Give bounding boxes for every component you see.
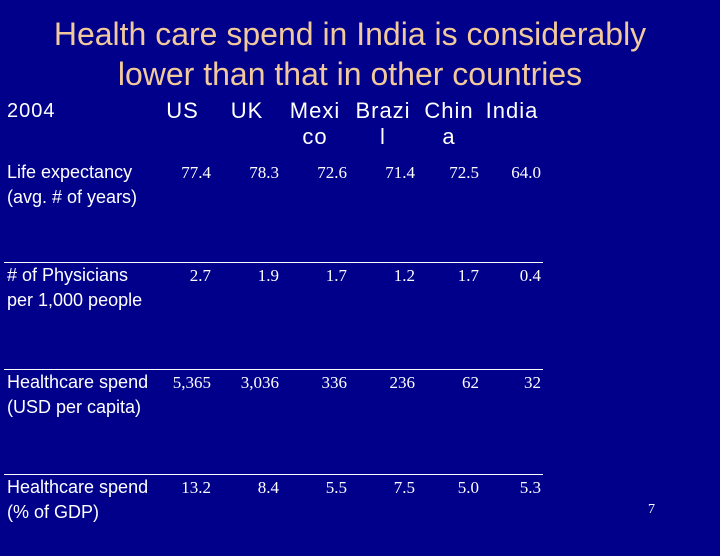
table-row-life-expectancy xyxy=(4,160,543,263)
cell-value: 5.5 xyxy=(281,475,349,556)
slide-title xyxy=(0,14,700,94)
cell-value: 1.7 xyxy=(417,263,481,370)
column-header-mexico: Mexi co xyxy=(281,98,349,160)
row-label: Life expectancy (avg. # of years) xyxy=(4,160,152,263)
cell-value: 72.5 xyxy=(417,160,481,263)
cell-value: 7.5 xyxy=(349,475,417,556)
cell-value: 64.0 xyxy=(481,160,543,263)
column-header-uk: UK xyxy=(213,98,281,160)
table-row-physicians xyxy=(4,263,543,370)
title-line-2: lower than that in other countries xyxy=(0,54,700,94)
cell-value: 13.2 xyxy=(152,475,213,556)
cell-value: 78.3 xyxy=(213,160,281,263)
cell-value: 32 xyxy=(481,370,543,475)
table-row-spend-gdp xyxy=(4,475,543,556)
cell-value: 5,365 xyxy=(152,370,213,475)
row-label: # of Physicians per 1,000 people xyxy=(4,263,152,370)
cell-value: 72.6 xyxy=(281,160,349,263)
column-header-india: India xyxy=(481,98,543,160)
cell-value: 5.3 xyxy=(481,475,543,556)
cell-value: 1.2 xyxy=(349,263,417,370)
slide-number: 7 xyxy=(648,502,655,518)
cell-value: 0.4 xyxy=(481,263,543,370)
cell-value: 1.7 xyxy=(281,263,349,370)
title-line-1: Health care spend in India is considerably xyxy=(0,14,700,54)
cell-value: 71.4 xyxy=(349,160,417,263)
column-header-china: Chin a xyxy=(417,98,481,160)
year-header: 2004 xyxy=(4,98,152,160)
cell-value: 8.4 xyxy=(213,475,281,556)
cell-value: 3,036 xyxy=(213,370,281,475)
row-label: Healthcare spend (USD per capita) xyxy=(4,370,152,475)
health-comparison-table xyxy=(4,98,543,556)
column-header-us: US xyxy=(152,98,213,160)
row-label: Healthcare spend (% of GDP) xyxy=(4,475,152,556)
column-header-brazil: Brazi l xyxy=(349,98,417,160)
table-row-spend-usd xyxy=(4,370,543,475)
cell-value: 236 xyxy=(349,370,417,475)
cell-value: 1.9 xyxy=(213,263,281,370)
cell-value: 336 xyxy=(281,370,349,475)
cell-value: 5.0 xyxy=(417,475,481,556)
cell-value: 77.4 xyxy=(152,160,213,263)
cell-value: 2.7 xyxy=(152,263,213,370)
header-row xyxy=(4,98,543,160)
cell-value: 62 xyxy=(417,370,481,475)
